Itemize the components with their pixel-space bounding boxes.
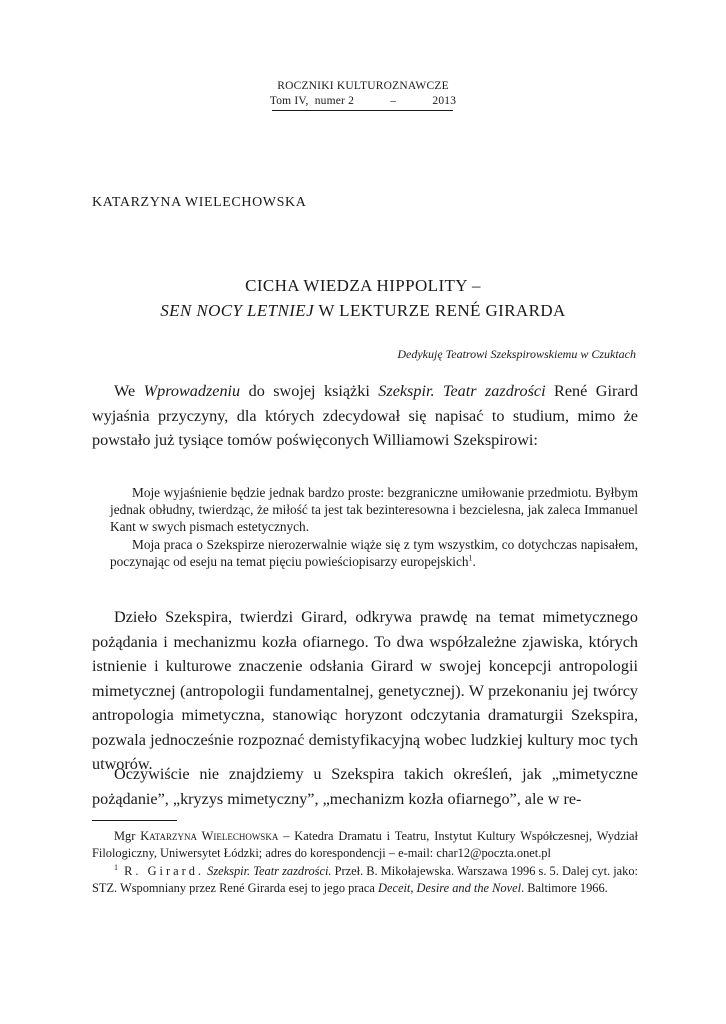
fn1-author: R. Girard. xyxy=(118,863,205,878)
issue-label: numer 2 xyxy=(314,95,355,107)
quote-p2-text: Moja praca o Szekspirze nierozerwalnie wiąże się z tym wszystkim, co dotychczas napisałem, poczynając od eseju na temat pięciu powieściopisarzy europejskich xyxy=(110,536,638,569)
p1-italic-introduction: Wprowadzeniu xyxy=(143,382,241,400)
p1-text-b: do swojej książki xyxy=(240,382,379,400)
volume-line xyxy=(0,94,726,108)
p3-text: Oczywiście nie znajdziemy u Szekspira takich określeń, jak „mimetyczne pożądanie”, „kryzys mimetyczny”, „mechanizm kozła ofiarnego”, ale w re- xyxy=(92,765,638,808)
dedication: Dedykuję Teatrowi Szekspirowskiemu w Czuktach xyxy=(397,347,636,361)
p1-text-c: René Girard wyjaśnia przyczyny, dla których zdecydował się napisać to studium, mimo że powstało już tysiące tomów poświęconych Williamowi Szekspirowi: xyxy=(92,382,638,449)
footnote-ref-1[interactable]: 1 xyxy=(468,553,473,563)
affil-author: Katarzyna Wielechowska xyxy=(140,829,279,843)
quote-paragraph-2 xyxy=(110,536,638,570)
body-paragraph-3 xyxy=(92,762,638,811)
body-paragraph-2 xyxy=(92,605,638,777)
volume-label: Tom IV, xyxy=(269,95,309,107)
fn1-title: Szekspir. Teatr zazdrości. xyxy=(207,863,332,878)
p1-text-a: We xyxy=(114,382,144,400)
fn1-work: Deceit, Desire and the Novel xyxy=(378,881,522,896)
author-name: KATARZYNA WIELECHOWSKA xyxy=(92,195,307,210)
p1-italic-book-title: Szekspir. Teatr zazdrości xyxy=(378,382,546,400)
body-paragraph-1 xyxy=(92,379,638,453)
quote-p2-end: . xyxy=(472,553,476,569)
fn1-text: Przeł. B. Mikołajewska. Warszawa 1996 s. 5. Dalej cyt. jako: STZ. Wspomniany przez René Girarda esej to jego praca xyxy=(92,863,638,896)
quote-paragraph-1: Moje wyjaśnienie będzie jednak bardzo proste: bezgraniczne umiłowanie przedmiotu. Byłbym jednak obłudny, twierdząc, że miłość ta jest tak bezinteresowna i bezcielesna, jak zaleca Immanuel Kant w swych pismach estetycznych. xyxy=(110,485,638,535)
article-title-line1: CICHA WIEDZA HIPPOLITY – xyxy=(245,276,481,295)
p2-text: Dzieło Szekspira, twierdzi Girard, odkrywa prawdę na temat mimetycznego pożądania i mechanizmu kozła ofiarnego. To dwa współzależne zjawiska, których istnienie i kulturowe znaczenie odsłania Girard w swojej koncepcji antropologii mimetycznej (antropologii fundamentalnej, genetycznej). W przekonaniu jej twórcy antropologia mimetyczna, stanowiąc horyzont odczytania dramaturgii Szekspira, pozwala jednocześnie rozpoznać demistyfikacyjną wobec ludzkiej kultury moc tych utworów. xyxy=(92,608,638,773)
article-title-line2 xyxy=(0,301,726,321)
footnotes xyxy=(92,828,638,898)
author-affiliation-note xyxy=(92,828,638,863)
affil-text: – Katedra Dramatu i Teatru, Instytut Kultury Współczesnej, Wydział Filologiczny, Uniwersytet Łódzki; adres do korespondencji – e-mail: char12@poczta.onet.pl xyxy=(92,829,638,861)
block-quote xyxy=(110,484,638,570)
footnote-rule xyxy=(92,820,177,821)
dash-separator: – xyxy=(390,95,397,107)
year-label: 2013 xyxy=(432,95,457,107)
fn1-end: . Baltimore 1966. xyxy=(521,881,608,896)
title-play-name: SEN NOCY LETNIEJ xyxy=(160,301,315,320)
header-rule xyxy=(272,110,453,111)
footnote-1 xyxy=(92,863,638,898)
journal-title: ROCZNIKI KULTUROZNAWCZE xyxy=(277,80,449,92)
footnote-1-mark: 1 xyxy=(114,862,118,872)
affil-prefix: Mgr xyxy=(114,829,141,843)
title-rest: W LEKTURZE RENÉ GIRARDA xyxy=(314,301,566,320)
